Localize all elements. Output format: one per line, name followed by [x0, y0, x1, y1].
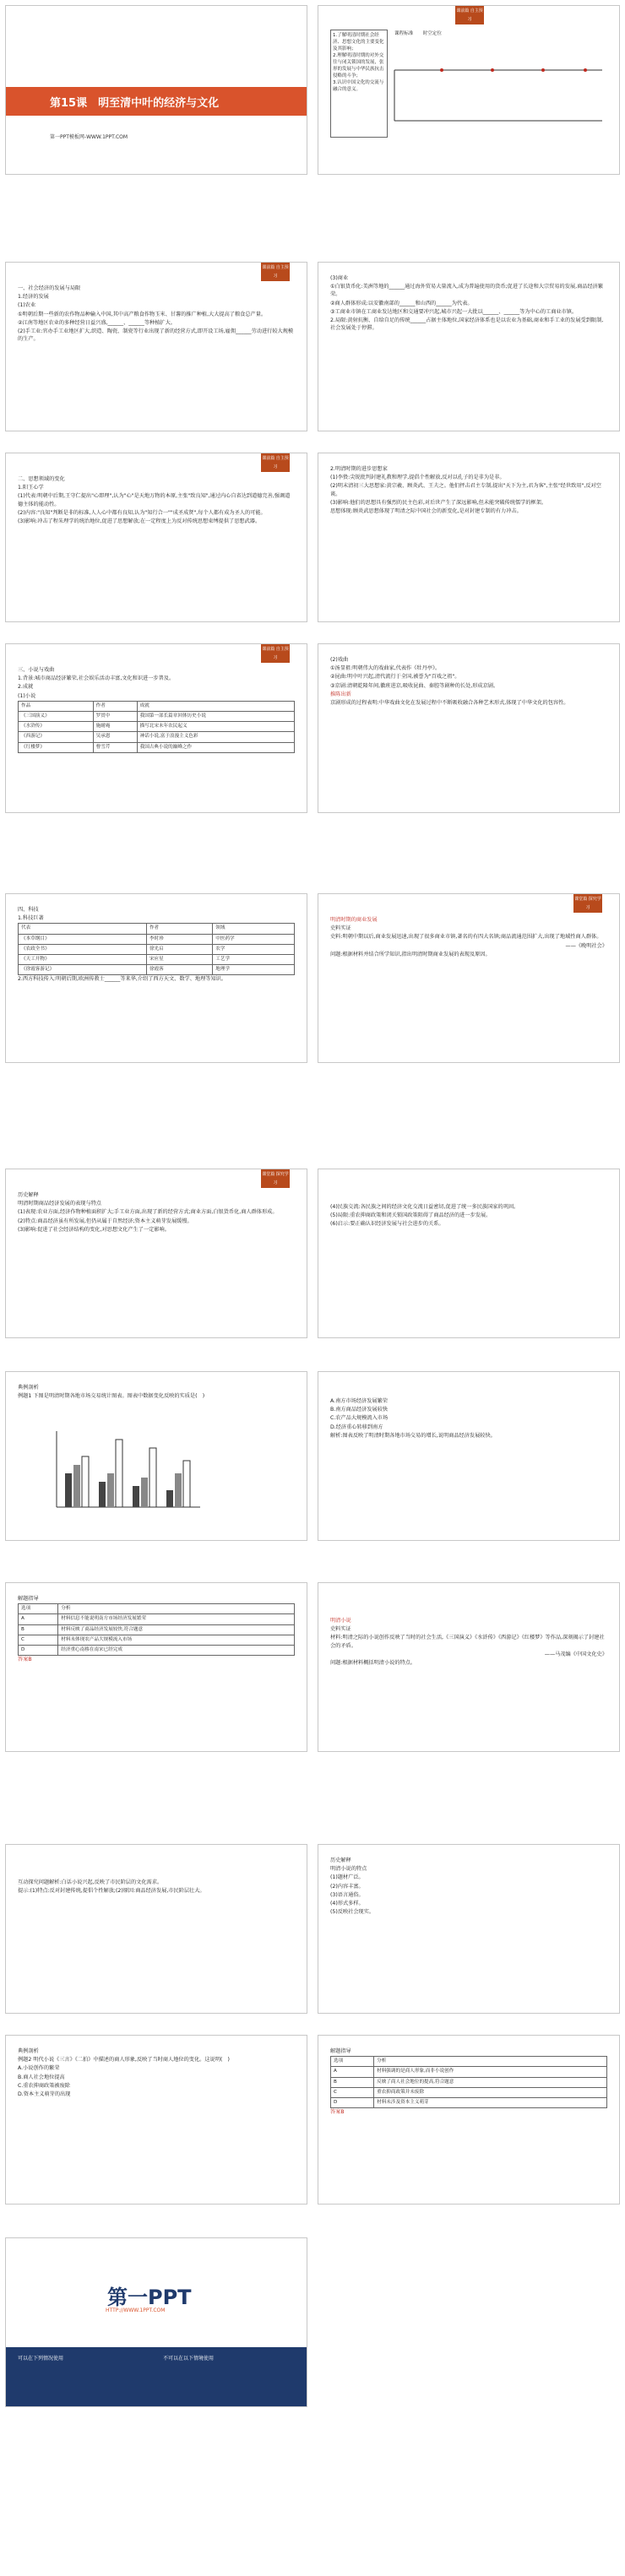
table-header: 选项	[331, 2057, 374, 2067]
table-cell: 《农政全书》	[19, 944, 147, 954]
table-cell: 材料未涉及资本主义萌芽	[374, 2098, 607, 2108]
table-header: 代表	[19, 924, 147, 934]
slide-body	[18, 285, 295, 344]
table-cell: D	[331, 2098, 374, 2108]
table-row	[331, 2087, 607, 2097]
table-row	[19, 732, 295, 742]
slide-15[interactable]	[5, 1582, 307, 1752]
table-cell: 《红楼梦》	[19, 742, 94, 752]
paragraph: 材料:明清之际的小说创作反映了当时的社会生活,《三国演义》《水浒传》《西游记》《红楼梦》等作品,深刻揭示了封建社会的矛盾。	[330, 1635, 605, 1649]
answer-table	[330, 2056, 607, 2108]
title-slide[interactable]	[5, 5, 307, 175]
list-item: (4)形式多样。	[330, 1901, 364, 1907]
slide-body	[330, 274, 607, 333]
paragraph: ①汤显祖:明朝伟大的戏曲家,代表作《牡丹亭》。	[330, 665, 441, 672]
slide-body	[18, 1879, 295, 1895]
paragraph: (4)民族交流:各民族之间的经济文化交流日益密切,促进了统一多民族国家的巩固。	[330, 1204, 519, 1210]
paragraph: (5)局限:重农抑商政策和闭关锁国政策阻碍了商品经济的进一步发展。	[330, 1212, 492, 1219]
table-cell: A	[19, 1614, 58, 1624]
paragraph: 1.背景:城市商品经济繁荣,社会娱乐活动丰富,文化和识进一步普及。	[18, 675, 175, 682]
citation: ——《晚明社会》	[565, 942, 607, 949]
table-cell: 《水浒传》	[19, 722, 94, 732]
paragraph: 2.成就	[18, 684, 34, 691]
table-cell: 李时珍	[146, 934, 212, 944]
slide-17[interactable]	[5, 1844, 307, 2014]
heading: 一、社会经济的发展与局限	[18, 285, 81, 291]
table-row	[19, 722, 295, 732]
table-cell: 工艺学	[213, 955, 295, 965]
table-header: 领域	[213, 924, 295, 934]
citation: ——马茂编《中国文化史》	[544, 1651, 607, 1657]
highlight-label: 推陈出新	[330, 691, 351, 697]
table-header: 分析	[374, 2057, 607, 2067]
list-item: (1)题材广泛。	[330, 1874, 364, 1881]
table-cell: 《西游记》	[19, 732, 94, 742]
option: D.经济重心转移到南方	[330, 1424, 383, 1430]
table-cell: 重农抑商政策并未废除	[374, 2087, 607, 2097]
option: C.重农抑商政策被废除	[18, 2082, 70, 2089]
slide-14[interactable]	[318, 1371, 620, 1541]
table-row	[331, 2077, 607, 2087]
table-cell: 罗贯中	[93, 712, 137, 722]
table-cell: 反映了商人社会地位的提高,符合题意	[374, 2077, 607, 2087]
slide-body	[18, 1595, 295, 1664]
paragraph: (2)戏曲	[330, 657, 349, 663]
page-title: 第15课 明至清中叶的经济与文化	[50, 97, 220, 110]
table-cell: 材料反映了商品经济发展较快,符合题意	[58, 1624, 295, 1635]
slide-8[interactable]	[318, 643, 620, 813]
paragraph: 京剧形成的过程表明:中华戏曲文化在发展过程中不断吸收融合各种艺术形式,体现了中华文化的包容性。	[330, 700, 569, 707]
table-cell: 地理学	[213, 965, 295, 975]
paragraph: 明清小说的特点	[330, 1866, 367, 1873]
slide-body	[18, 1191, 295, 1234]
heading: 三、小说与戏曲	[18, 667, 55, 673]
paragraph: ②江南等地区农业的多种经营日益兴盛,______、______等种植扩大。	[18, 319, 176, 326]
paragraph: (1)代表:明朝中后期,王守仁提出"心即理",认为"心"是天地万物的本原,主张"致良知",通过内心自省达到道德完善,强调道德主体的能动性。	[18, 493, 291, 507]
paragraph: (3)商业	[330, 275, 349, 281]
paragraph: 史料:明朝中期以后,商业发展迅速,出现了很多商业市镇,著名的有四大名镇;商品流通范围扩大,出现了地域性商人群体。	[330, 934, 602, 941]
option: A.小说创作的繁荣	[18, 2065, 60, 2072]
table-cell: 宋应星	[146, 955, 212, 965]
heading: 解题指导	[18, 1596, 39, 1602]
paragraph: 史料实证	[330, 925, 351, 932]
slide-5[interactable]	[5, 453, 307, 622]
heading: 明清时期的商业发展	[330, 917, 378, 923]
heading: 明清小说	[330, 1618, 351, 1624]
answer: 答案B	[18, 1657, 32, 1663]
slide-19[interactable]	[5, 2035, 307, 2205]
table-row	[19, 944, 295, 954]
slide-body	[330, 916, 607, 959]
slide-body	[18, 666, 295, 753]
slide-body	[330, 1203, 607, 1229]
slide-body	[18, 906, 295, 984]
footer-slide[interactable]	[5, 2237, 307, 2407]
table-header: 成就	[137, 701, 294, 711]
heading: 典例剖析	[18, 2048, 39, 2054]
footer-right-title: 不可以在以下情境使用	[163, 2356, 215, 2362]
paragraph: 1.科技巨著	[18, 915, 44, 922]
slide-12[interactable]	[318, 1169, 620, 1338]
slide-6[interactable]	[318, 453, 620, 622]
slide-13[interactable]	[5, 1371, 307, 1541]
table-row	[19, 1646, 295, 1656]
paragraph: ②昆曲:明中叶兴起,清代流行于全国,被誉为"百戏之祖"。	[330, 674, 460, 681]
table-cell: 神话小说,富于浪漫主义色彩	[137, 732, 294, 742]
heading: 2.明清时期的进步思想家	[330, 466, 388, 472]
slide-body	[330, 1617, 607, 1668]
table-cell: 《天工开物》	[19, 955, 147, 965]
table-cell: 吴承恩	[93, 732, 137, 742]
section-tag: 课前篇 自主预习	[455, 6, 484, 24]
heading: 解题指导	[330, 2048, 351, 2054]
table-header: 选项	[19, 1604, 58, 1614]
table-row	[19, 712, 295, 722]
table-row	[19, 1624, 295, 1635]
slide-20[interactable]	[318, 2035, 620, 2205]
table-cell: C	[19, 1635, 58, 1645]
table-cell: 《三国演义》	[19, 712, 94, 722]
table-cell: 我国古典小说的巅峰之作	[137, 742, 294, 752]
table-row	[19, 955, 295, 965]
subheading: (1)农业	[18, 302, 36, 309]
slide-7[interactable]	[5, 643, 307, 813]
table-cell: 材料强调的是商人形象,而非小说创作	[374, 2067, 607, 2077]
slide-body	[18, 2047, 295, 2099]
slide-body	[330, 1397, 607, 1440]
paragraph: 例题1 下图是明清时期各地市场交易统计图表。图表中数据变化反映的实质是( )	[18, 1393, 205, 1400]
slide-4[interactable]	[318, 262, 620, 431]
slide-body	[330, 465, 607, 516]
paragraph: 例题2 明代小说《三言》《二拍》中描述的商人形象,反映了当时商人地位的变化。这说明( )	[18, 2057, 230, 2064]
heading: 二、思想领域的变化	[18, 476, 65, 482]
list-item: (5)反映社会现实。	[330, 1909, 375, 1916]
paragraph: 2.局限:黄射抗衡、自给自足的传统______占据主体地位,国家经济体系也是以农业为基础,商业和手工业的发展受到限制,社会发展处于停滞。	[330, 317, 604, 332]
box-header: 课程标准 时空定位	[394, 31, 442, 36]
table-header: 作者	[146, 924, 212, 934]
paragraph: (6)启示:要正确认识经济发展与社会进步的关系。	[330, 1221, 444, 1228]
table-row	[19, 1614, 295, 1624]
section-tag: 课堂篇 探究学习	[573, 894, 602, 913]
slide-2[interactable]	[318, 5, 620, 175]
footer-left-title: 可以在下列情况使用	[18, 2356, 64, 2362]
table-cell: 材料信息不能说明南方市场经济发展繁荣	[58, 1614, 295, 1624]
paragraph: 问题:根据材料概括明清小说的特点。	[330, 1660, 416, 1667]
table-header: 作者	[93, 701, 137, 711]
table-cell: 《徐霞客游记》	[19, 965, 147, 975]
heading: 典例剖析	[18, 1385, 39, 1391]
heading: 历史解释	[330, 1857, 351, 1863]
table-row	[331, 2067, 607, 2077]
table-cell: 经济重心南移在南宋已经完成	[58, 1646, 295, 1656]
section-tag: 课前篇 自主预习	[261, 453, 290, 472]
list-item: (3)语言通俗。	[330, 1891, 364, 1898]
analysis: 解析:图表反映了明清时期各地市场交易的增长,说明商品经济发展较快。	[330, 1432, 496, 1439]
paragraph: ③京剧:清朝乾隆年间,徽班进京,吸收昆曲、秦腔等剧种的长处,形成京剧。	[330, 682, 499, 689]
table-row	[19, 1635, 295, 1645]
slide-18[interactable]	[318, 1844, 620, 2014]
answer-table	[18, 1603, 295, 1656]
paragraph: ③工商业市镇在工商业发达地区和交通要冲兴起,城市兴起一大批以______、______等为中心的工商业市镇。	[330, 308, 578, 315]
option: B.商人社会地位提高	[18, 2074, 65, 2080]
paragraph: ②商人群体形成:以安徽南部的______和山西的______为代表。	[330, 300, 473, 306]
footer-band	[6, 2347, 307, 2406]
table-header: 作品	[19, 701, 94, 711]
table-row	[331, 2098, 607, 2108]
paragraph: ①明朝后期一些新的农作物品种输入中国,其中高产粮食作物玉米、甘薯的推广种植,大大提高了粮食总产量。	[18, 311, 267, 317]
list-item: (2)内容丰富。	[330, 1883, 364, 1890]
table-row	[19, 934, 295, 944]
paragraph: (1)小说	[18, 692, 36, 699]
bar-chart	[40, 1423, 209, 1524]
table-cell: 《本草纲目》	[19, 934, 147, 944]
table-cell: 徐光启	[146, 944, 212, 954]
slide-body	[18, 475, 295, 526]
paragraph: 问题:根据材料并结合所学知识,指出明清时期商业发展的表现及原因。	[330, 951, 491, 957]
table-row	[19, 965, 295, 975]
paragraph: 思想体现:顾炎武思想体现了明清之际中国社会的新变化,是对封建专制的有力冲击。	[330, 508, 522, 515]
slide-16[interactable]	[318, 1582, 620, 1752]
standards-box: 1.了解明清时期社会经济、思想文化的主要变化及其影响； 2.理解明清时期的对外交往与闭关锁国的发展，张形的发展与中华民族抗击侵略的斗争； 3.认识中国文化的交流与融合的意义。	[330, 30, 388, 138]
paragraph: 明清时期商品经济发展的表现与特点	[18, 1201, 101, 1207]
table-cell: B	[331, 2077, 374, 2087]
paragraph: ①白银货币化:美洲等地的______通过海外贸易大量流入,成为普遍使用的货币;促进了长途和大宗贸易的发展,商品经济繁荣。	[330, 284, 604, 298]
table-cell: B	[19, 1624, 58, 1635]
slide-body	[18, 1384, 295, 1401]
table-cell: 中医药学	[213, 934, 295, 944]
slide-11[interactable]	[5, 1169, 307, 1338]
option: D.资本主义萌芽的出现	[18, 2091, 71, 2098]
slide-3[interactable]	[5, 262, 307, 431]
slide-9[interactable]	[5, 893, 307, 1063]
table-cell: 农学	[213, 944, 295, 954]
paragraph: 1.阳王心学	[18, 485, 44, 491]
paragraph: (3)影响:促进了社会经济结构的变化,对思想文化产生了一定影响。	[18, 1226, 170, 1233]
slide-body	[330, 656, 607, 708]
option: C.农产品大规模流入市场	[330, 1415, 389, 1422]
table-cell: 描写北宋末年农民起义	[137, 722, 294, 732]
heading: 四、科技	[18, 907, 39, 913]
paragraph: 互动探究问题解析:白话小说兴起,反映了市民阶层的文化需求。	[18, 1879, 163, 1885]
paragraph: 史料实证	[330, 1626, 351, 1633]
table-cell: 材料未体现农产品大规模流入市场	[58, 1635, 295, 1645]
heading: 历史解释	[18, 1192, 39, 1198]
timeline-diagram	[391, 40, 607, 133]
paragraph: (2)内容:"良知"判断是非的标准,人人心中都有良知,认为"知行合一""成圣成贤",每个人都有成为圣人的可能。	[18, 509, 266, 516]
table-cell: 徐霞客	[146, 965, 212, 975]
table-cell: 我国第一部长篇章回体历史小说	[137, 712, 294, 722]
section-tag: 课前篇 自主预习	[261, 644, 290, 663]
subheading: 1.经济的发展	[18, 294, 49, 301]
slide-body	[330, 1857, 607, 1917]
table-cell: D	[19, 1646, 58, 1656]
brand-url: HTTP://WWW.1PPT.COM	[106, 2308, 166, 2313]
subtitle: 第一PPT模板网-WWW.1PPT.COM	[50, 134, 128, 140]
section-tag: 课堂篇 探究学习	[261, 1169, 290, 1188]
paragraph: 2.西方科技传入:明朝后期,欧洲传教士______等来华,介绍了西方天文、数学、地理等知识。	[18, 976, 227, 983]
table-cell: C	[331, 2087, 374, 2097]
science-table	[18, 923, 295, 975]
brand-logo: 第一PPT	[107, 2286, 192, 2309]
paragraph: (1)李贽:尖锐批判封建礼教和理学,提倡个性解放,反对以孔子的是非为是非。	[330, 475, 505, 481]
paragraph: 提示:(1)特点:反对封建传统,提倡个性解放;(2)原因:商品经济发展,市民阶层壮大。	[18, 1888, 205, 1895]
paragraph: (3)影响:冲击了程朱理学的统治地位,促进了思想解放;在一定程度上为反对传统思想束缚提供了思想武器。	[18, 518, 261, 525]
paragraph: (2)明末清初三大思想家:黄宗羲、顾炎武、王夫之。他们抨击君主专制,提出"天下为主,君为客",主张"经世致用",反对空谈。	[330, 483, 601, 497]
answer: 答案B	[330, 2109, 345, 2116]
novels-table	[18, 701, 295, 753]
table-header: 分析	[58, 1604, 295, 1614]
paragraph: (3)影响:他们的思想具有强烈的民主色彩,对后世产生了深远影响,但未能突破传统儒学的框架。	[330, 499, 547, 506]
table-row	[19, 742, 295, 752]
slide-10[interactable]	[318, 893, 620, 1063]
slide-body	[330, 2047, 607, 2117]
option: B.南方商品经济发展较快	[330, 1407, 389, 1413]
option: A.南方市场经济发展繁荣	[330, 1398, 388, 1404]
table-cell: 施耐庵	[93, 722, 137, 732]
table-cell: A	[331, 2067, 374, 2077]
table-cell: 曹雪芹	[93, 742, 137, 752]
paragraph: (1)表现:农业方面,经济作物种植面积扩大;手工业方面,出现了新的经营方式;商业方面,白银货币化,商人群体形成。	[18, 1209, 278, 1216]
paragraph: (2)手工业:官办手工业地区扩大,织造、陶瓷、制瓷等行业出现了新的经营方式,即开设工场,雇佣______劳动进行较大规模的生产。	[18, 328, 294, 343]
section-tag: 课前篇 自主预习	[261, 263, 290, 281]
paragraph: (2)特点:商品经济虽有所发展,但仍从属于自然经济;资本主义萌芽发展缓慢。	[18, 1217, 193, 1224]
